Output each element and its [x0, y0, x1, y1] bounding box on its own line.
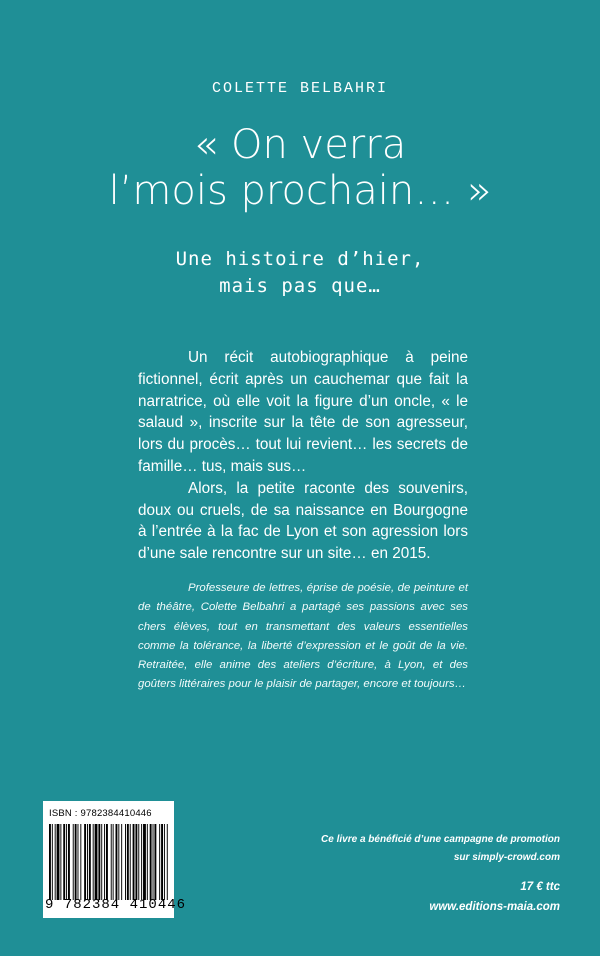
price: 17 € ttc [520, 881, 560, 893]
publisher-website[interactable]: www.editions-maia.com [429, 901, 560, 913]
book-subtitle-line-2: mais pas que… [219, 275, 381, 297]
barcode-digits: 9 782384 410446 [45, 897, 187, 913]
promotion-line-1: Ce livre a bénéficié d’une campagne de promotion [321, 834, 560, 845]
summary-paragraph: Alors, la petite raconte des souvenirs, doux ou cruels, de sa naissance en Bourgogne à l’entrée à la fac de Lyon et son agression lors d’une sale rencontre sur un site… en 2015. [138, 479, 468, 563]
price-block [360, 877, 560, 917]
book-subtitle [0, 246, 600, 300]
book-title-line-1: « On verra [193, 122, 407, 168]
summary-paragraph: Un récit autobiographique à peine fictionnel, écrit après un cauchemar que fait la narratrice, où elle voit la figure d’un oncle, « le salaud », inscrite sur la tête de son agresseur, lors du procès… tout lui revient… les secrets de famille… tus, mais sus… [138, 349, 468, 475]
back-cover-summary [138, 347, 468, 565]
barcode-icon [49, 824, 169, 900]
promotion-line-2: sur simply-crowd.com [453, 852, 560, 863]
book-title [0, 122, 600, 214]
promotion-notice [240, 831, 560, 867]
book-title-line-2: l’mois prochain… » [108, 168, 492, 214]
book-subtitle-line-1: Une histoire d’hier, [175, 248, 425, 270]
isbn-barcode [43, 801, 187, 918]
author-name: COLETTE BELBAHRI [211, 80, 389, 97]
isbn-label: ISBN : 9782384410446 [49, 808, 152, 819]
author-bio: Professeure de lettres, éprise de poésie, de peinture et de théâtre, Colette Belbahri a partagé ses passions avec ses chers élèves, tout en transmettant des valeurs essentielles comme la tolérance, la liberté d’expression et le goût de la vie. Retraitée, elle anime des ateliers d’écriture, à Lyon, et des goûters littéraires pour le plaisir de partager, encore et toujours… [138, 582, 468, 691]
